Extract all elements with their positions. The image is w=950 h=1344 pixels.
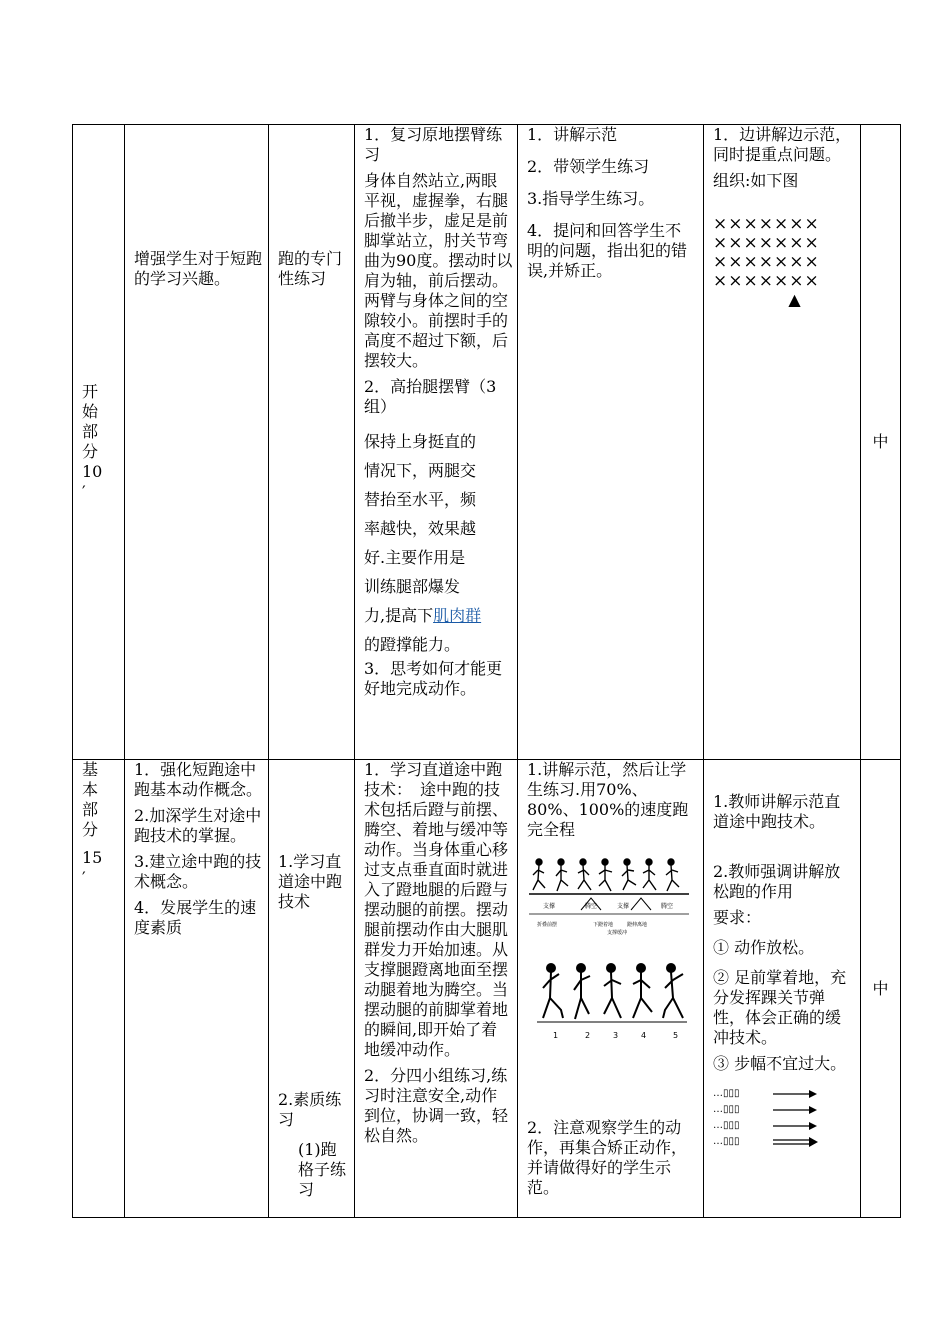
section-start-row (73, 125, 901, 760)
formation-row: ××××××× (713, 252, 820, 272)
practice-cell (355, 760, 518, 1218)
section-basic-row (73, 760, 901, 1218)
muscle-group-link[interactable]: 肌肉群 (433, 606, 482, 625)
part-title-basic (73, 760, 125, 1218)
part-time-mark: ′ (82, 868, 86, 887)
goal-item-3: 3.建立途中跑的技术概念。 (134, 852, 262, 891)
figure-top-label: 腾空 (585, 903, 598, 910)
arrow-row-label: …▯▯▯ (713, 1088, 740, 1099)
requirement-label: 要求： (713, 908, 762, 927)
part-title-char: 部 (82, 800, 99, 819)
formation-row: ××××××× (713, 271, 820, 291)
part-title-char: 基 (82, 760, 99, 779)
figure-number: 5 (673, 1031, 679, 1040)
figure-bottom-label: 折叠前摆 (537, 922, 558, 928)
practice-item-2-desc (364, 427, 513, 659)
arrow-row (713, 1118, 856, 1134)
teacher-item-1: 1.讲解示范，然后让学生练习.用70%、80%、100%的速度跑完全程 (527, 760, 689, 839)
content-cell (269, 760, 355, 1218)
content-title: 跑的专门性练习 (278, 249, 343, 288)
figure-top-label: 支撑 (543, 903, 556, 910)
goal-cell (125, 125, 269, 760)
double-right-arrow-icon (771, 1137, 819, 1147)
running-technique-illustration (527, 852, 691, 1062)
content-cell (269, 125, 355, 760)
goal-item-4: 4．发展学生的速度素质 (134, 898, 257, 937)
organization-cell (704, 760, 861, 1218)
goal-cell (125, 760, 269, 1218)
part-title-char: 始 (82, 402, 99, 421)
teacher-position-marker: ▲ (788, 290, 801, 309)
organization-label: 组织:如下图 (713, 171, 799, 190)
practice-item-2-line: 保持上身挺直的 (364, 432, 477, 451)
part-title-char: 10 (82, 462, 103, 481)
teacher-item-3: 3.指导学生练习。 (527, 189, 655, 208)
formation-diagram (713, 215, 856, 309)
part-title-char: 分 (82, 820, 99, 839)
intensity-cell (861, 125, 901, 760)
part-title-chars (73, 382, 124, 502)
practice-item-2-line: 训练腿部爆发 (364, 577, 461, 596)
figure-number: 4 (641, 1031, 647, 1040)
formation-row: ××××××× (713, 214, 820, 234)
arrow-diagram (713, 1086, 856, 1150)
figure-top-label: 支撑 (617, 903, 630, 910)
arrow-row-label: …▯▯▯ (713, 1104, 740, 1115)
formation-row: ××××××× (713, 233, 820, 253)
organization-item-1: 1.教师讲解示范直道途中跑技术。 (713, 792, 841, 831)
requirement-3: ③ 步幅不宜过大。 (713, 1054, 847, 1073)
part-title-basic-text (73, 760, 124, 888)
teacher-cell (518, 125, 704, 760)
practice-cell (355, 125, 518, 760)
figure-bottom-label: 下蹬着地 (593, 922, 614, 928)
right-arrow-icon (771, 1121, 819, 1131)
arrow-row (713, 1086, 856, 1102)
teacher-item-4: 4．提问和回答学生不明的问题，指出犯的错误,并矫正。 (527, 221, 688, 280)
teacher-cell (518, 760, 704, 1218)
part-title-char: 部 (82, 422, 99, 441)
goal-item-2: 2.加深学生对途中跑技术的掌握。 (134, 806, 262, 845)
practice-item-2-title: 2．高抬腿摆臂（3组） (364, 377, 497, 416)
figure-number: 2 (585, 1031, 591, 1040)
practice-item-1: 1．学习直道途中跑技术： 途中跑的技术包括后蹬与前摆、腾空、着地与缓冲等动作。当身体重心移过支点垂直面时就进入了蹬地腿的后蹬与摆动腿的前摆。摆动腿前摆动作由大腿肌群发力开始加速。从支撑腿蹬离地面至摆动腿着地为腾空。当摆动腿的前脚掌着地的瞬间,即开始了着地缓冲动作。 (364, 760, 509, 1059)
requirement-2: ② 足前掌着地，充分发挥踝关节弹性，体会正确的缓冲技术。 (713, 968, 847, 1047)
goal-text: 增强学生对于短跑的学习兴趣。 (134, 249, 263, 288)
arrow-row (713, 1102, 856, 1118)
requirement-1: ① 动作放松。 (713, 938, 815, 957)
practice-item-2-power-suffix: 的蹬撑能力。 (364, 635, 461, 654)
organization-item-2: 2.教师强调讲解放松跑的作用 (713, 862, 841, 901)
practice-item-2: 2．分四小组练习,练习时注意安全,动作到位，协调一致，轻松自然。 (364, 1066, 509, 1145)
arrow-row-label: …▯▯▯ (713, 1136, 740, 1147)
practice-item-2-power-line (364, 601, 513, 630)
teacher-item-2: 2．带领学生练习 (527, 157, 650, 176)
figure-bottom-label: 支撑缓冲 (607, 930, 628, 936)
figure-number: 1 (553, 1031, 559, 1040)
teacher-item-2: 2．注意观察学生的动作，再集合矫正动作，并请做得好的学生示范。 (527, 1118, 688, 1197)
figure-top-label: 腾空 (661, 903, 674, 910)
lesson-plan-table (72, 124, 901, 1218)
organization-cell (704, 125, 861, 760)
intensity-value: 中 (872, 978, 889, 998)
practice-item-2-line: 好.主要作用是 (364, 548, 466, 567)
content-item-1: 1.学习直道途中跑技术 (278, 852, 343, 911)
part-title-start (73, 125, 125, 760)
arrow-row-label: …▯▯▯ (713, 1120, 740, 1131)
practice-item-2-line: 率越快，效果越 (364, 519, 477, 538)
goal-item-1: 1．强化短跑途中跑基本动作概念。 (134, 760, 263, 799)
power-prefix: 力,提高下 (364, 606, 434, 625)
practice-item-2-line: 情况下，两腿交 (364, 461, 477, 480)
content-item-3: (1)跑格子练习 (298, 1140, 347, 1199)
part-title-char: ′ (82, 482, 86, 501)
part-time: 15 (82, 848, 103, 867)
part-title-char: 本 (82, 780, 99, 799)
practice-item-2-line: 替抬至水平，频 (364, 490, 477, 509)
intensity-cell (861, 760, 901, 1218)
practice-item-3: 3．思考如何才能更好地完成动作。 (364, 659, 503, 698)
teacher-item-1: 1．讲解示范 (527, 125, 618, 144)
content-item-2: 2.素质练习 (278, 1090, 342, 1129)
practice-item-1-desc: 身体自然站立,两眼平视，虚握拳，右腿后撤半步，虚足是前脚掌站立，肘关节弯曲为90度。摆动时以肩为轴，前后摆动。两臂与身体之间的空隙较小。前摆时手的高度不超过下额，后摆较大。 (364, 171, 513, 370)
arrow-row (713, 1134, 856, 1150)
part-title-char: 开 (82, 382, 99, 401)
figure-bottom-label: 蹬伸离地 (627, 922, 648, 928)
right-arrow-icon (771, 1105, 819, 1115)
part-title-chars (82, 760, 124, 840)
organization-note: 1．边讲解边示范，同时提重点问题。 (713, 125, 852, 164)
running-technique-figure (527, 852, 693, 1062)
part-title-char: 分 (82, 442, 99, 461)
figure-number: 3 (613, 1031, 619, 1040)
practice-item-1-title: 1．复习原地摆臂练习 (364, 125, 503, 164)
right-arrow-icon (771, 1089, 819, 1099)
intensity-value: 中 (872, 432, 889, 451)
